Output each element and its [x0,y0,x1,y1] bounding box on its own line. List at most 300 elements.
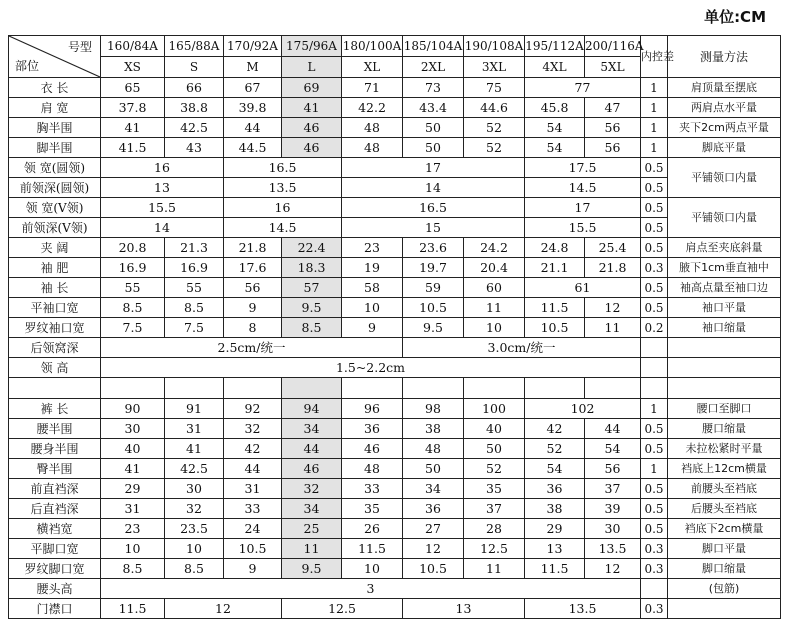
measure-method: 夹下2cm两点平量 [668,118,781,138]
size-value: 28 [464,519,525,539]
size-name-header: M [224,57,282,78]
measurement-label: 臀半围 [9,459,101,479]
measurement-label: 腰半围 [9,419,101,439]
size-value: 69 [282,78,342,98]
size-value: 11.5 [101,599,165,619]
measurement-label: 后领窝深 [9,338,101,358]
size-value: 2.5cm/统一 [101,338,403,358]
size-value: 12 [585,298,641,318]
measure-method [668,599,781,619]
size-name-header: 4XL [525,57,585,78]
size-name-header: 2XL [403,57,464,78]
size-value: 34 [403,479,464,499]
size-value: 52 [464,118,525,138]
empty-cell [9,378,101,399]
measurement-label: 前领深(圆领) [9,178,101,198]
size-value: 24.2 [464,238,525,258]
size-value: 31 [101,499,165,519]
size-value: 10.5 [403,298,464,318]
measure-method: 脚口缩量 [668,559,781,579]
size-value: 9 [224,559,282,579]
size-value: 44.6 [464,98,525,118]
measure-method: 未拉松紧时平量 [668,439,781,459]
table-row [9,198,781,218]
size-value: 67 [224,78,282,98]
empty-cell [525,378,585,399]
tolerance-value: 0.5 [641,158,668,178]
size-value: 98 [403,399,464,419]
size-value: 30 [165,479,224,499]
measure-method: 脚底平量 [668,138,781,158]
size-value: 16.5 [224,158,342,178]
measure-method: 前腰头至裆底 [668,479,781,499]
size-value: 13 [101,178,224,198]
size-value: 21.1 [525,258,585,278]
tolerance-value: 0.5 [641,238,668,258]
tolerance-value: 1 [641,399,668,419]
size-value: 36 [403,499,464,519]
size-value: 56 [224,278,282,298]
size-code-header: 185/104A [403,36,464,57]
size-value: 23 [101,519,165,539]
size-value: 73 [403,78,464,98]
measurement-label: 领 高 [9,358,101,378]
size-value: 23.6 [403,238,464,258]
table-row [9,318,781,338]
measurement-label: 平袖口宽 [9,298,101,318]
tolerance-value: 0.5 [641,419,668,439]
measurement-label: 袖 长 [9,278,101,298]
size-value: 21.3 [165,238,224,258]
tolerance-value: 1 [641,98,668,118]
size-value: 50 [403,459,464,479]
size-value: 34 [282,419,342,439]
size-value: 8.5 [101,559,165,579]
measurement-label: 前直裆深 [9,479,101,499]
size-value: 21.8 [585,258,641,278]
size-value: 9.5 [282,559,342,579]
measurement-label: 横裆宽 [9,519,101,539]
size-value: 44 [224,459,282,479]
size-value: 11 [282,539,342,559]
size-value: 13 [403,599,525,619]
tolerance-value: 0.3 [641,258,668,278]
size-value: 38 [525,499,585,519]
table-row [9,439,781,459]
table-row [9,579,781,599]
size-value: 23 [342,238,403,258]
size-value: 32 [165,499,224,519]
size-value: 37 [585,479,641,499]
size-value: 43 [165,138,224,158]
size-value: 16.9 [165,258,224,278]
size-value: 12.5 [464,539,525,559]
measurement-label: 罗纹脚口宽 [9,559,101,579]
size-spec-table [8,35,781,619]
size-value: 46 [282,138,342,158]
size-value: 9 [224,298,282,318]
size-value: 10 [342,298,403,318]
measure-method: 裆底下2cm横量 [668,519,781,539]
size-value: 55 [165,278,224,298]
size-value: 12 [403,539,464,559]
empty-cell [403,378,464,399]
size-value: 34 [282,499,342,519]
size-value: 100 [464,399,525,419]
size-value: 44 [282,439,342,459]
size-value: 10 [464,318,525,338]
size-value: 8.5 [101,298,165,318]
size-value: 52 [464,138,525,158]
size-value: 16 [224,198,342,218]
tolerance-value: 0.5 [641,298,668,318]
size-value: 60 [464,278,525,298]
tolerance-value: 0.5 [641,198,668,218]
size-value: 44.5 [224,138,282,158]
tolerance-value: 0.2 [641,318,668,338]
size-value: 11 [464,298,525,318]
size-code-header: 190/108A [464,36,525,57]
measurement-label: 领 宽(圆领) [9,158,101,178]
table-row [9,338,781,358]
measure-method: 平铺领口内量 [668,158,781,198]
empty-cell [224,378,282,399]
size-value: 54 [585,439,641,459]
empty-cell [342,378,403,399]
size-value: 10 [101,539,165,559]
size-value: 39.8 [224,98,282,118]
size-value: 11 [464,559,525,579]
size-value: 32 [282,479,342,499]
tolerance-value: 1 [641,118,668,138]
size-value: 14.5 [525,178,641,198]
size-code-header: 200/116A [585,36,641,57]
size-value: 10 [165,539,224,559]
size-value: 38.8 [165,98,224,118]
table-row [9,138,781,158]
size-value: 48 [342,138,403,158]
size-value: 48 [403,439,464,459]
measure-method [668,338,781,358]
size-value: 41 [282,98,342,118]
size-value: 33 [342,479,403,499]
size-value: 37.8 [101,98,165,118]
table-row [9,278,781,298]
table-row [9,118,781,138]
size-value: 12 [585,559,641,579]
size-value: 16.5 [342,198,525,218]
tolerance-value: 0.3 [641,559,668,579]
size-value: 11.5 [342,539,403,559]
measure-method: 裆底上12cm横量 [668,459,781,479]
size-value: 42.2 [342,98,403,118]
table-row [9,399,781,419]
size-value: 41 [101,459,165,479]
table-row [9,258,781,278]
measurement-label: 衣 长 [9,78,101,98]
measure-method: 腋下1cm垂直袖中 [668,258,781,278]
tolerance-value: 0.5 [641,479,668,499]
size-value: 36 [342,419,403,439]
table-row [9,98,781,118]
size-value: 13.5 [585,539,641,559]
tolerance-value: 1 [641,459,668,479]
table-row [9,178,781,198]
size-value: 21.8 [224,238,282,258]
size-value: 25.4 [585,238,641,258]
size-value: 65 [101,78,165,98]
size-value: 17 [525,198,641,218]
size-value: 48 [342,118,403,138]
measure-method: 平铺领口内量 [668,198,781,238]
measurement-label: 腰身半围 [9,439,101,459]
size-name-header: S [165,57,224,78]
measurement-label: 罗纹袖口宽 [9,318,101,338]
size-value: 10 [342,559,403,579]
tolerance-value: 0.5 [641,278,668,298]
measurement-label: 前领深(V领) [9,218,101,238]
table-row [9,298,781,318]
size-value: 12 [165,599,282,619]
size-value: 11 [585,318,641,338]
size-value: 9.5 [282,298,342,318]
size-value: 42 [525,419,585,439]
measurement-label: 后直裆深 [9,499,101,519]
empty-cell [641,378,668,399]
table-row [9,539,781,559]
corner-top-label: 号型 [67,40,92,54]
size-value: 19.7 [403,258,464,278]
size-value: 58 [342,278,403,298]
size-value: 41.5 [101,138,165,158]
size-value: 14 [101,218,224,238]
table-row [9,519,781,539]
size-value: 13 [525,539,585,559]
size-value: 17 [342,158,525,178]
tolerance-value: 1 [641,138,668,158]
size-value: 27 [403,519,464,539]
measure-method [668,358,781,378]
size-value: 43.4 [403,98,464,118]
size-value: 29 [101,479,165,499]
size-code-header: 195/112A [525,36,585,57]
size-value: 8.5 [165,298,224,318]
empty-cell [668,378,781,399]
measurement-label: 袖 肥 [9,258,101,278]
tolerance-value: 0.3 [641,599,668,619]
table-row [9,459,781,479]
size-value: 52 [464,459,525,479]
tolerance-value [641,579,668,599]
section-separator [9,378,781,399]
size-value: 19 [342,258,403,278]
size-value: 13.5 [224,178,342,198]
size-value: 29 [525,519,585,539]
table-row [9,218,781,238]
size-value: 54 [525,138,585,158]
size-value: 46 [282,118,342,138]
size-value: 90 [101,399,165,419]
size-value: 8 [224,318,282,338]
size-value: 7.5 [165,318,224,338]
size-value: 24 [224,519,282,539]
size-value: 39 [585,499,641,519]
size-code-header: 170/92A [224,36,282,57]
size-value: 44 [585,419,641,439]
tolerance-value: 0.5 [641,519,668,539]
size-value: 15.5 [101,198,224,218]
size-value: 36 [525,479,585,499]
size-value: 14 [342,178,525,198]
size-value: 77 [525,78,641,98]
size-value: 94 [282,399,342,419]
method-header: 测量方法 [668,36,781,78]
size-value: 56 [585,138,641,158]
empty-cell [282,378,342,399]
measure-method: 后腰头至裆底 [668,499,781,519]
size-value: 12.5 [282,599,403,619]
measurement-label: 胸半围 [9,118,101,138]
empty-cell [101,378,165,399]
size-value: 3.0cm/统一 [403,338,641,358]
tolerance-value: 1 [641,78,668,98]
size-value: 102 [525,399,641,419]
size-value: 71 [342,78,403,98]
measure-method: 腰口至脚口 [668,399,781,419]
size-value: 26 [342,519,403,539]
size-value: 8.5 [165,559,224,579]
size-value: 20.8 [101,238,165,258]
empty-cell [464,378,525,399]
measurement-label: 腰头高 [9,579,101,599]
measure-method: 肩点至夹底斜量 [668,238,781,258]
size-name-header: XS [101,57,165,78]
size-value: 42.5 [165,118,224,138]
size-value: 16.9 [101,258,165,278]
size-value: 40 [101,439,165,459]
table-row [9,599,781,619]
size-value: 55 [101,278,165,298]
unit-label: 单位:CM [704,8,766,26]
size-value: 44 [224,118,282,138]
measurement-label: 裤 长 [9,399,101,419]
measurement-label: 门襟口 [9,599,101,619]
measure-method: 袖口平量 [668,298,781,318]
empty-cell [585,378,641,399]
size-value: 10.5 [224,539,282,559]
tolerance-header: 内控差 [641,36,668,78]
size-value: 56 [585,459,641,479]
tolerance-value: 0.5 [641,178,668,198]
size-name-header: 3XL [464,57,525,78]
table-row [9,238,781,258]
size-value: 96 [342,399,403,419]
table-row [9,559,781,579]
size-value: 35 [342,499,403,519]
size-value: 32 [224,419,282,439]
size-value: 45.8 [525,98,585,118]
size-value: 33 [224,499,282,519]
size-value: 23.5 [165,519,224,539]
size-value: 91 [165,399,224,419]
size-value: 46 [282,459,342,479]
size-value: 30 [101,419,165,439]
size-value: 50 [403,138,464,158]
size-value: 35 [464,479,525,499]
table-row [9,499,781,519]
size-value: 59 [403,278,464,298]
table-row [9,158,781,178]
measure-method: (包筋) [668,579,781,599]
size-value: 66 [165,78,224,98]
size-code-header: 160/84A [101,36,165,57]
measurement-label: 脚半围 [9,138,101,158]
size-value: 42 [224,439,282,459]
measurement-label: 领 宽(V领) [9,198,101,218]
table-row [9,419,781,439]
size-value: 1.5~2.2cm [101,358,641,378]
size-value: 30 [585,519,641,539]
size-value: 15 [342,218,525,238]
table-row [9,479,781,499]
size-name-header: L [282,57,342,78]
measure-method: 腰口缩量 [668,419,781,439]
size-value: 31 [165,419,224,439]
size-value: 40 [464,419,525,439]
size-value: 38 [403,419,464,439]
size-value: 9 [342,318,403,338]
size-name-header: 5XL [585,57,641,78]
size-value: 10.5 [403,559,464,579]
size-value: 24.8 [525,238,585,258]
empty-cell [165,378,224,399]
size-value: 20.4 [464,258,525,278]
size-value: 31 [224,479,282,499]
size-value: 92 [224,399,282,419]
measurement-label: 夹 阔 [9,238,101,258]
table-row [9,358,781,378]
size-value: 10.5 [525,318,585,338]
measure-method: 肩顶量至摆底 [668,78,781,98]
size-value: 18.3 [282,258,342,278]
tolerance-value: 0.5 [641,439,668,459]
size-value: 50 [464,439,525,459]
size-value: 9.5 [403,318,464,338]
measure-method: 袖口缩量 [668,318,781,338]
size-value: 16 [101,158,224,178]
size-value: 54 [525,118,585,138]
size-value: 8.5 [282,318,342,338]
corner-header [9,36,101,78]
size-value: 46 [342,439,403,459]
size-value: 15.5 [525,218,641,238]
size-value: 14.5 [224,218,342,238]
tolerance-value: 0.5 [641,499,668,519]
size-value: 7.5 [101,318,165,338]
size-value: 37 [464,499,525,519]
size-value: 42.5 [165,459,224,479]
size-value: 13.5 [525,599,641,619]
size-code-header: 165/88A [165,36,224,57]
corner-bottom-label: 部位 [15,59,40,73]
size-value: 41 [101,118,165,138]
size-value: 75 [464,78,525,98]
tolerance-value: 0.3 [641,539,668,559]
measure-method: 两肩点水平量 [668,98,781,118]
size-code-header: 180/100A [342,36,403,57]
size-value: 57 [282,278,342,298]
size-value: 48 [342,459,403,479]
